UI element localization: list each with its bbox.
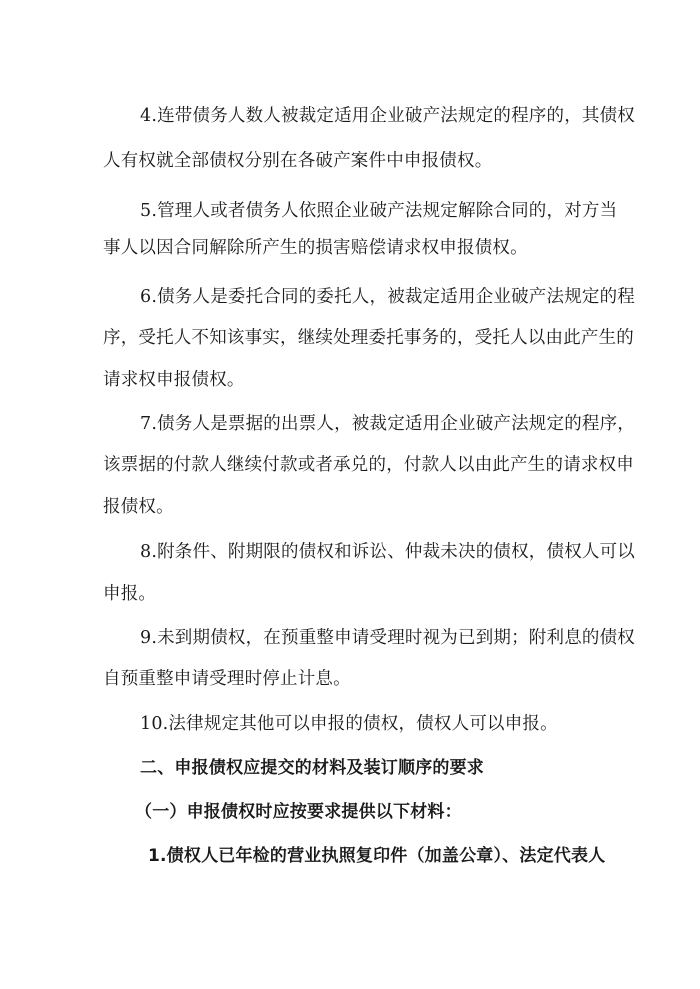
paragraph-6-line-1: 6.债务人是委托合同的委托人，被裁定适用企业破产法规定的程 bbox=[140, 287, 635, 307]
paragraph-5-line-1: 5.管理人或者债务人依照企业破产法规定解除合同的，对方当 bbox=[140, 201, 618, 221]
paragraph-9-line-1: 9.未到期债权，在预重整申请受理时视为已到期；附利息的债权 bbox=[140, 628, 635, 648]
paragraph-6-line-2: 序，受托人不知该事实，继续处理委托事务的，受托人以由此产生的 bbox=[103, 328, 634, 348]
paragraph-7-line-2: 该票据的付款人继续付款或者承兑的，付款人以由此产生的请求权申 bbox=[103, 455, 634, 475]
section-heading: 二、申报债权应提交的材料及装订顺序的要求 bbox=[140, 758, 484, 778]
paragraph-7-line-1: 7.债务人是票据的出票人，被裁定适用企业破产法规定的程序， bbox=[140, 414, 635, 434]
subsection-heading: （一）申报债权时应按要求提供以下材料： bbox=[135, 802, 462, 822]
paragraph-4-line-1: 4.连带债务人数人被裁定适用企业破产法规定的程序的，其债权 bbox=[140, 106, 635, 126]
paragraph-6-line-3: 请求权申报债权。 bbox=[103, 370, 245, 390]
paragraph-7-line-3: 报债权。 bbox=[103, 497, 174, 517]
paragraph-4-line-2: 人有权就全部债权分别在各破产案件中申报债权。 bbox=[103, 151, 493, 171]
paragraph-8-line-2: 申报。 bbox=[103, 584, 157, 604]
paragraph-9-line-2: 自预重整申请受理时停止计息。 bbox=[103, 669, 351, 689]
paragraph-8-line-1: 8.附条件、附期限的债权和诉讼、仲裁未决的债权，债权人可以 bbox=[140, 542, 635, 562]
paragraph-10-line-1: 10.法律规定其他可以申报的债权，债权人可以申报。 bbox=[140, 714, 558, 734]
paragraph-5-line-2: 事人以因合同解除所产生的损害赔偿请求权申报债权。 bbox=[103, 238, 528, 258]
material-item-1: 1.债权人已年检的营业执照复印件（加盖公章）、法定代表人 bbox=[148, 846, 606, 866]
